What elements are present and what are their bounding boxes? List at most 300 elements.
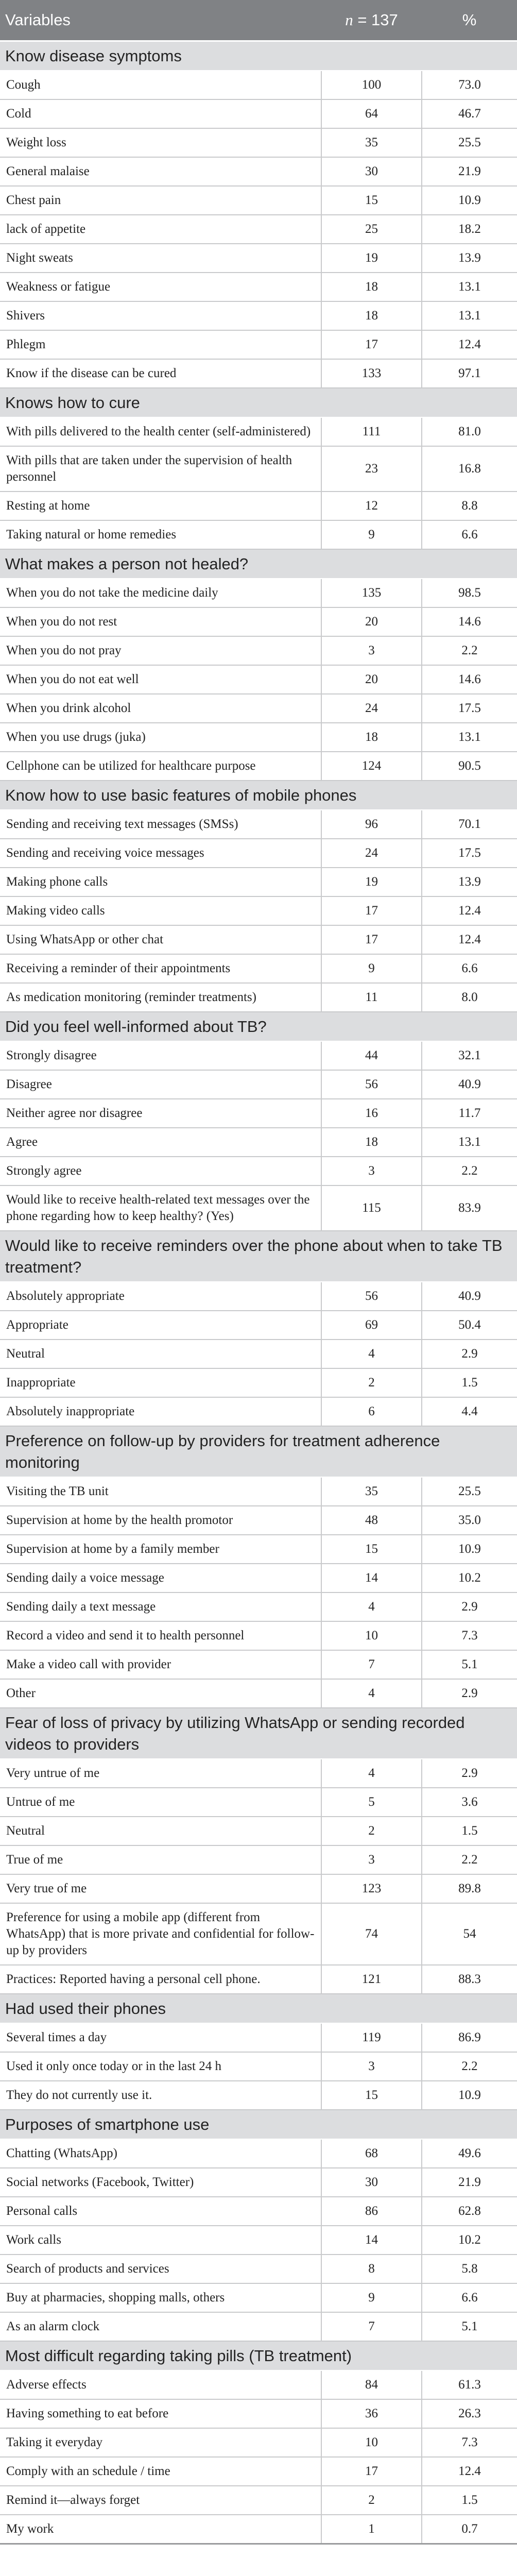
row-count: 1 [321,2515,422,2544]
row-percent: 7.3 [422,1621,517,1650]
row-label: Make a video call with provider [0,1650,321,1679]
row-percent: 5.1 [422,2312,517,2341]
row-count: 24 [321,839,422,868]
row-percent: 46.7 [422,99,517,128]
row-percent: 14.6 [422,665,517,694]
table-row [0,2226,517,2255]
row-count: 100 [321,71,422,99]
row-percent: 25.5 [422,128,517,157]
row-label: Making phone calls [0,868,321,896]
row-count: 69 [321,1311,422,1340]
table-row [0,273,517,301]
row-count: 68 [321,2139,422,2168]
row-count: 23 [321,446,422,492]
row-percent: 8.8 [422,492,517,520]
table-row [0,1041,517,1070]
table-row [0,157,517,186]
row-percent: 2.2 [422,1845,517,1874]
row-count: 14 [321,1564,422,1592]
table-row [0,1788,517,1817]
row-count: 35 [321,1477,422,1506]
row-label: Sending and receiving voice messages [0,839,321,868]
row-label: As medication monitoring (reminder treatments) [0,983,321,1012]
row-percent: 10.9 [422,2081,517,2110]
row-label: Several times a day [0,2023,321,2052]
row-percent: 54 [422,1903,517,1965]
row-percent: 3.6 [422,1788,517,1817]
row-count: 119 [321,2023,422,2052]
row-percent: 1.5 [422,1817,517,1845]
row-percent: 2.9 [422,1759,517,1788]
row-count: 124 [321,752,422,781]
section-header-row [0,1426,517,1477]
row-count: 18 [321,273,422,301]
row-count: 86 [321,2197,422,2226]
row-count: 36 [321,2399,422,2428]
row-count: 18 [321,723,422,752]
row-percent: 11.7 [422,1099,517,1128]
row-count: 7 [321,1650,422,1679]
row-count: 15 [321,186,422,215]
table-row [0,1477,517,1506]
row-count: 121 [321,1965,422,1994]
row-percent: 97.1 [422,359,517,388]
table-row [0,1759,517,1788]
table-row [0,2168,517,2197]
table-row [0,2255,517,2283]
row-percent: 5.8 [422,2255,517,2283]
row-label: Night sweats [0,244,321,273]
row-percent: 21.9 [422,157,517,186]
row-label: Personal calls [0,2197,321,2226]
row-count: 4 [321,1759,422,1788]
section-header-row [0,549,517,579]
table-row [0,1128,517,1157]
row-label: Cough [0,71,321,99]
row-label: My work [0,2515,321,2544]
row-percent: 4.4 [422,1397,517,1426]
row-label: Agree [0,1128,321,1157]
table-row [0,2197,517,2226]
section-header-row [0,2341,517,2370]
row-percent: 12.4 [422,330,517,359]
row-label: When you do not take the medicine daily [0,579,321,607]
row-count: 2 [321,1368,422,1397]
row-label: Know if the disease can be cured [0,359,321,388]
section-title: Preference on follow-up by providers for treatment adherence monitoring [0,1426,517,1477]
table-row [0,694,517,723]
row-label: Chest pain [0,186,321,215]
row-label: Appropriate [0,1311,321,1340]
table-row [0,1368,517,1397]
row-count: 135 [321,579,422,607]
row-count: 15 [321,1535,422,1564]
row-label: Work calls [0,2226,321,2255]
table-row [0,1397,517,1426]
table-row [0,2457,517,2486]
row-label: Taking natural or home remedies [0,520,321,549]
row-percent: 50.4 [422,1311,517,1340]
row-label: Receiving a reminder of their appointments [0,954,321,983]
row-percent: 13.1 [422,301,517,330]
row-percent: 8.0 [422,983,517,1012]
table-row [0,665,517,694]
row-percent: 13.1 [422,1128,517,1157]
table-row [0,810,517,839]
row-label: Neutral [0,1817,321,1845]
table-body [0,41,517,2544]
row-count: 25 [321,215,422,244]
row-count: 56 [321,1070,422,1099]
row-count: 9 [321,954,422,983]
section-header-row [0,1994,517,2023]
row-label: Shivers [0,301,321,330]
row-count: 20 [321,607,422,636]
row-percent: 86.9 [422,2023,517,2052]
section-title: Know disease symptoms [0,41,517,71]
row-percent: 10.9 [422,1535,517,1564]
table-row [0,1650,517,1679]
row-count: 133 [321,359,422,388]
row-label: Supervision at home by the health promotor [0,1506,321,1535]
table-row [0,925,517,954]
row-count: 48 [321,1506,422,1535]
table-row [0,1621,517,1650]
row-percent: 12.4 [422,925,517,954]
row-count: 9 [321,520,422,549]
row-percent: 25.5 [422,1477,517,1506]
row-label: Weight loss [0,128,321,157]
row-count: 4 [321,1679,422,1708]
row-count: 10 [321,2428,422,2457]
row-count: 19 [321,868,422,896]
row-label: Inappropriate [0,1368,321,1397]
table-row [0,607,517,636]
table-row [0,99,517,128]
row-count: 11 [321,983,422,1012]
row-label: Other [0,1679,321,1708]
row-percent: 6.6 [422,2283,517,2312]
n-total: = 137 [357,11,398,29]
row-percent: 61.3 [422,2370,517,2399]
row-label: True of me [0,1845,321,1874]
row-percent: 13.9 [422,868,517,896]
row-label: Weakness or fatigue [0,273,321,301]
row-label: Disagree [0,1070,321,1099]
row-count: 35 [321,128,422,157]
section-title: Had used their phones [0,1994,517,2023]
column-header-n [321,0,422,41]
table-row [0,417,517,446]
table-row [0,520,517,549]
table-row [0,244,517,273]
row-count: 17 [321,896,422,925]
table-row [0,868,517,896]
row-percent: 2.2 [422,1157,517,1185]
table-row [0,1157,517,1185]
row-count: 17 [321,925,422,954]
row-label: Taking it everyday [0,2428,321,2457]
row-label: Cellphone can be utilized for healthcare purpose [0,752,321,781]
row-count: 3 [321,636,422,665]
row-count: 123 [321,1874,422,1903]
row-count: 111 [321,417,422,446]
row-label: When you use drugs (juka) [0,723,321,752]
table-row [0,359,517,388]
row-label: lack of appetite [0,215,321,244]
table-row [0,1535,517,1564]
row-count: 8 [321,2255,422,2283]
row-label: Untrue of me [0,1788,321,1817]
table-row [0,2023,517,2052]
column-header-percent: % [422,0,517,41]
row-label: Making video calls [0,896,321,925]
table-row [0,446,517,492]
row-label: Sending daily a text message [0,1592,321,1621]
row-percent: 6.6 [422,520,517,549]
row-percent: 13.1 [422,723,517,752]
row-count: 2 [321,1817,422,1845]
row-percent: 10.2 [422,2226,517,2255]
table-row [0,1506,517,1535]
row-count: 30 [321,157,422,186]
table-row [0,2312,517,2341]
row-count: 24 [321,694,422,723]
section-header-row [0,1708,517,1759]
row-label: Strongly disagree [0,1041,321,1070]
row-label: They do not currently use it. [0,2081,321,2110]
table-row [0,128,517,157]
section-title: Did you feel well-informed about TB? [0,1012,517,1041]
row-percent: 83.9 [422,1185,517,1231]
table-row [0,1282,517,1311]
row-percent: 1.5 [422,1368,517,1397]
row-count: 3 [321,2052,422,2081]
row-percent: 1.5 [422,2486,517,2515]
section-title: Fear of loss of privacy by utilizing WhatsApp or sending recorded videos to providers [0,1708,517,1759]
table-row [0,330,517,359]
row-label: As an alarm clock [0,2312,321,2341]
table-row [0,752,517,781]
row-count: 3 [321,1845,422,1874]
row-label: Very untrue of me [0,1759,321,1788]
row-label: Record a video and send it to health personnel [0,1621,321,1650]
row-label: Social networks (Facebook, Twitter) [0,2168,321,2197]
table-row [0,301,517,330]
row-percent: 89.8 [422,1874,517,1903]
row-count: 20 [321,665,422,694]
table-row [0,215,517,244]
row-count: 44 [321,1041,422,1070]
row-label: Practices: Reported having a personal cell phone. [0,1965,321,1994]
row-percent: 14.6 [422,607,517,636]
row-count: 14 [321,2226,422,2255]
row-label: Would like to receive health-related text messages over the phone regarding how to keep healthy? (Yes) [0,1185,321,1231]
table-row [0,2052,517,2081]
row-count: 64 [321,99,422,128]
table-row [0,954,517,983]
row-percent: 2.2 [422,636,517,665]
table-row [0,71,517,99]
section-title: Knows how to cure [0,388,517,417]
section-header-row [0,41,517,71]
table-row [0,2081,517,2110]
row-percent: 21.9 [422,2168,517,2197]
row-percent: 2.2 [422,2052,517,2081]
row-label: With pills delivered to the health center (self-administered) [0,417,321,446]
section-header-row [0,1012,517,1041]
row-percent: 98.5 [422,579,517,607]
row-count: 30 [321,2168,422,2197]
table-row [0,1845,517,1874]
row-label: Buy at pharmacies, shopping malls, others [0,2283,321,2312]
row-percent: 2.9 [422,1340,517,1368]
row-percent: 12.4 [422,2457,517,2486]
row-percent: 16.8 [422,446,517,492]
row-label: When you do not eat well [0,665,321,694]
table-row [0,1311,517,1340]
row-count: 7 [321,2312,422,2341]
table-row [0,2139,517,2168]
row-label: Sending and receiving text messages (SMSs) [0,810,321,839]
table-header-row [0,0,517,41]
row-percent: 73.0 [422,71,517,99]
row-count: 18 [321,301,422,330]
section-title: What makes a person not healed? [0,549,517,579]
table-row [0,2399,517,2428]
row-label: Remind it—always forget [0,2486,321,2515]
table-row [0,186,517,215]
table-row [0,1679,517,1708]
row-percent: 81.0 [422,417,517,446]
row-percent: 49.6 [422,2139,517,2168]
row-label: Absolutely inappropriate [0,1397,321,1426]
row-count: 74 [321,1903,422,1965]
row-label: Having something to eat before [0,2399,321,2428]
section-header-row [0,781,517,810]
row-label: Neither agree nor disagree [0,1099,321,1128]
section-title: Purposes of smartphone use [0,2110,517,2139]
row-label: Search of products and services [0,2255,321,2283]
section-header-row [0,2110,517,2139]
row-label: Strongly agree [0,1157,321,1185]
row-count: 19 [321,244,422,273]
row-label: Supervision at home by a family member [0,1535,321,1564]
row-count: 12 [321,492,422,520]
row-count: 4 [321,1340,422,1368]
section-header-row [0,1231,517,1282]
row-label: Absolutely appropriate [0,1282,321,1311]
row-count: 18 [321,1128,422,1157]
row-percent: 10.2 [422,1564,517,1592]
row-count: 56 [321,1282,422,1311]
table-row [0,896,517,925]
table-row [0,1817,517,1845]
row-count: 115 [321,1185,422,1231]
row-count: 9 [321,2283,422,2312]
table-row [0,723,517,752]
section-header-row [0,388,517,417]
row-percent: 7.3 [422,2428,517,2457]
table-row [0,1592,517,1621]
row-percent: 2.9 [422,1592,517,1621]
row-label: Comply with an schedule / time [0,2457,321,2486]
row-percent: 62.8 [422,2197,517,2226]
row-percent: 13.1 [422,273,517,301]
row-label: When you do not rest [0,607,321,636]
row-percent: 5.1 [422,1650,517,1679]
row-label: Very true of me [0,1874,321,1903]
row-percent: 26.3 [422,2399,517,2428]
table-row [0,1070,517,1099]
row-percent: 35.0 [422,1506,517,1535]
row-percent: 40.9 [422,1282,517,1311]
row-label: Chatting (WhatsApp) [0,2139,321,2168]
row-count: 96 [321,810,422,839]
row-count: 6 [321,1397,422,1426]
row-count: 4 [321,1592,422,1621]
row-count: 2 [321,2486,422,2515]
row-label: Adverse effects [0,2370,321,2399]
row-percent: 32.1 [422,1041,517,1070]
row-count: 84 [321,2370,422,2399]
row-label: Used it only once today or in the last 24 h [0,2052,321,2081]
row-label: Neutral [0,1340,321,1368]
table-row [0,839,517,868]
row-count: 5 [321,1788,422,1817]
row-percent: 6.6 [422,954,517,983]
table-row [0,1099,517,1128]
table-row [0,492,517,520]
table-row [0,2428,517,2457]
row-percent: 0.7 [422,2515,517,2544]
table-row [0,983,517,1012]
table-row [0,1903,517,1965]
row-percent: 17.5 [422,839,517,868]
section-title: Would like to receive reminders over the phone about when to take TB treatment? [0,1231,517,1282]
row-label: Phlegm [0,330,321,359]
table-row [0,1874,517,1903]
row-label: Using WhatsApp or other chat [0,925,321,954]
row-count: 3 [321,1157,422,1185]
row-label: Resting at home [0,492,321,520]
table-row [0,579,517,607]
row-percent: 13.9 [422,244,517,273]
row-label: Cold [0,99,321,128]
row-count: 17 [321,2457,422,2486]
row-percent: 88.3 [422,1965,517,1994]
section-title: Most difficult regarding taking pills (TB treatment) [0,2341,517,2370]
row-percent: 12.4 [422,896,517,925]
row-percent: 90.5 [422,752,517,781]
row-percent: 10.9 [422,186,517,215]
table-row [0,1340,517,1368]
table-row [0,2486,517,2515]
row-count: 17 [321,330,422,359]
table-row [0,1185,517,1231]
table-row [0,1965,517,1994]
row-percent: 40.9 [422,1070,517,1099]
row-percent: 17.5 [422,694,517,723]
row-percent: 18.2 [422,215,517,244]
row-label: When you do not pray [0,636,321,665]
row-percent: 70.1 [422,810,517,839]
row-percent: 2.9 [422,1679,517,1708]
row-count: 15 [321,2081,422,2110]
row-count: 16 [321,1099,422,1128]
table-row [0,1564,517,1592]
row-count: 10 [321,1621,422,1650]
